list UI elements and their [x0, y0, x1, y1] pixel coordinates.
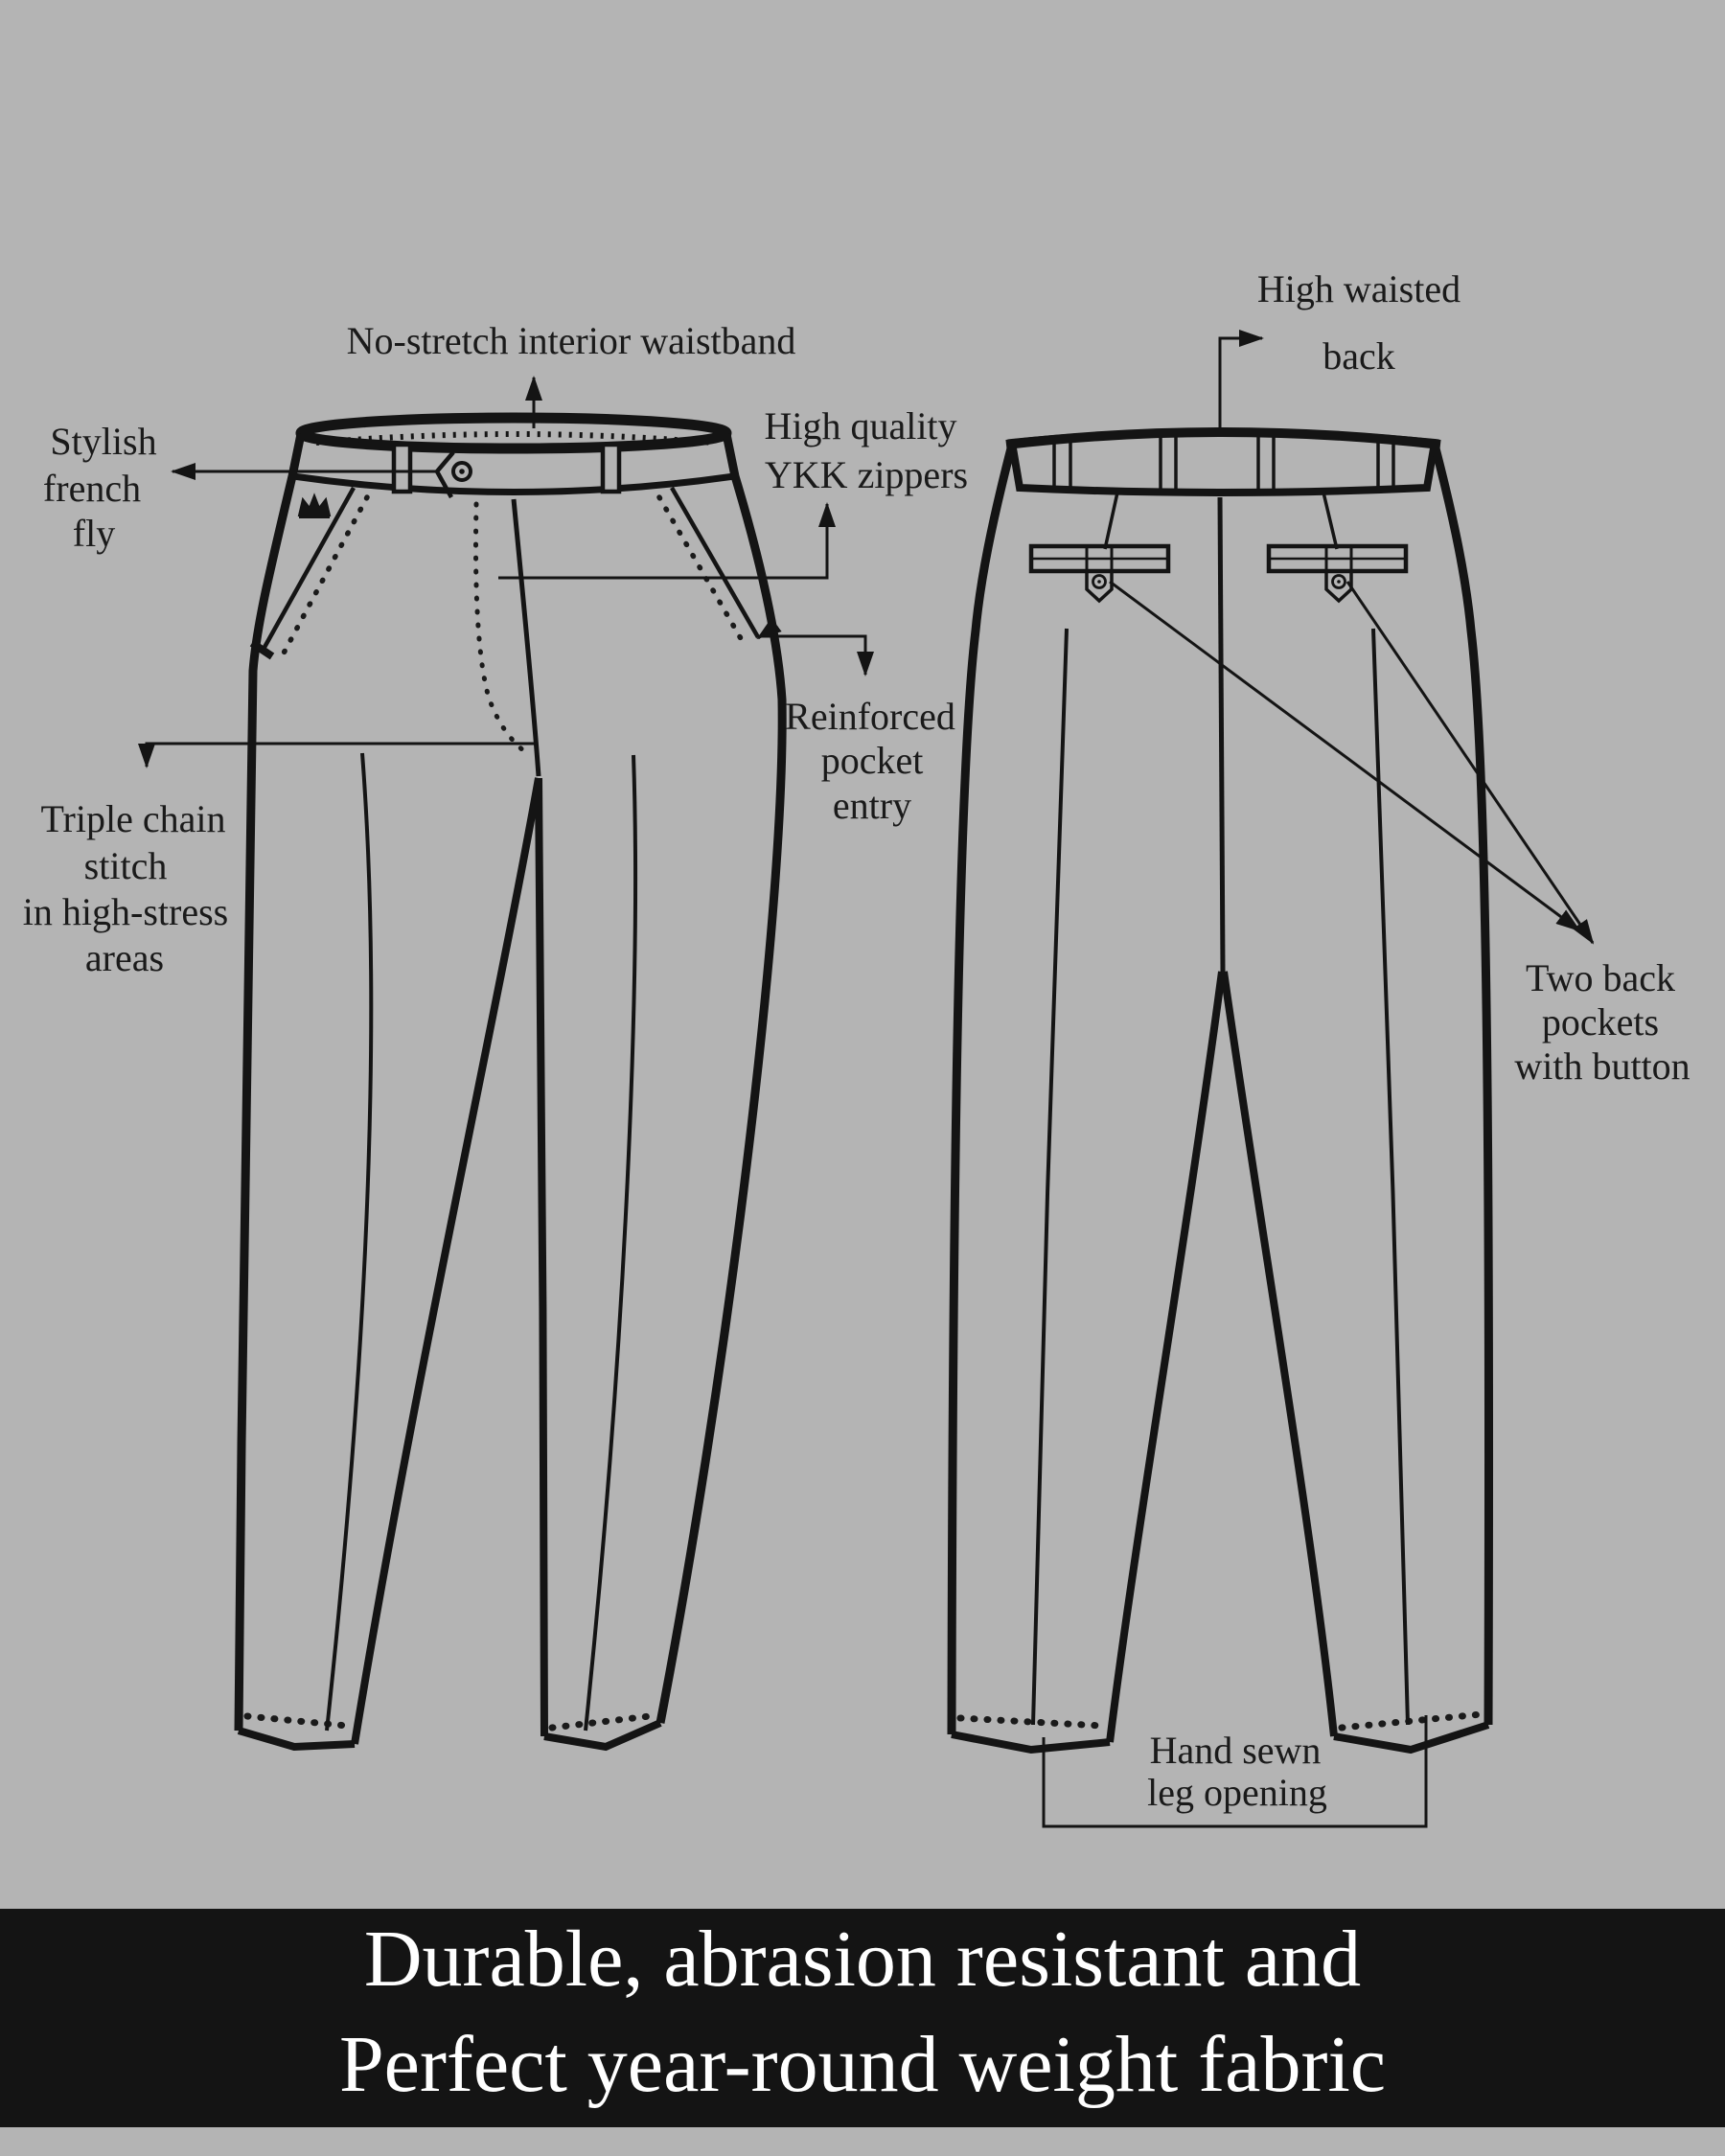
label-zippers-line1: High quality [764, 404, 957, 447]
label-chain-stitch-line3: in high-stress [22, 890, 229, 933]
label-back-pockets-line1: Two back [1525, 956, 1676, 999]
label-zippers-line2: YKK zippers [764, 453, 969, 496]
label-back-pockets-line3: with button [1514, 1044, 1690, 1088]
fabric-banner [0, 1909, 1725, 2127]
label-leg-opening-line2: leg opening [1147, 1771, 1327, 1814]
label-back-pockets-line2: pockets [1541, 1000, 1660, 1044]
front-belt-loop-left [394, 445, 410, 492]
banner-line2: Perfect year-round weight fabric [338, 2020, 1387, 2109]
banner-line1: Durable, abrasion resistant and [363, 1915, 1362, 2004]
label-leg-opening-line1: Hand sewn [1149, 1729, 1322, 1772]
label-french-fly-line1: Stylish [50, 420, 157, 463]
label-pocket-entry-line1: Reinforced [785, 695, 955, 738]
label-waistband: No-stretch interior waistband [346, 319, 796, 362]
label-pocket-entry-line3: entry [832, 784, 912, 827]
label-chain-stitch-line1: Triple chain [40, 797, 226, 840]
label-chain-stitch-line2: stitch [83, 844, 168, 887]
label-chain-stitch-line4: areas [84, 936, 165, 979]
label-high-waist-line2: back [1322, 334, 1395, 378]
front-belt-loop-right [603, 445, 619, 492]
crown-logo-icon [299, 495, 330, 517]
back-center-seam [1220, 497, 1223, 972]
fly-button-center [459, 469, 465, 474]
label-french-fly-line2: french [42, 467, 142, 510]
label-pocket-entry-line2: pocket [820, 739, 924, 782]
label-french-fly-line3: fly [72, 512, 116, 555]
label-high-waist-line1: High waisted [1256, 267, 1461, 310]
